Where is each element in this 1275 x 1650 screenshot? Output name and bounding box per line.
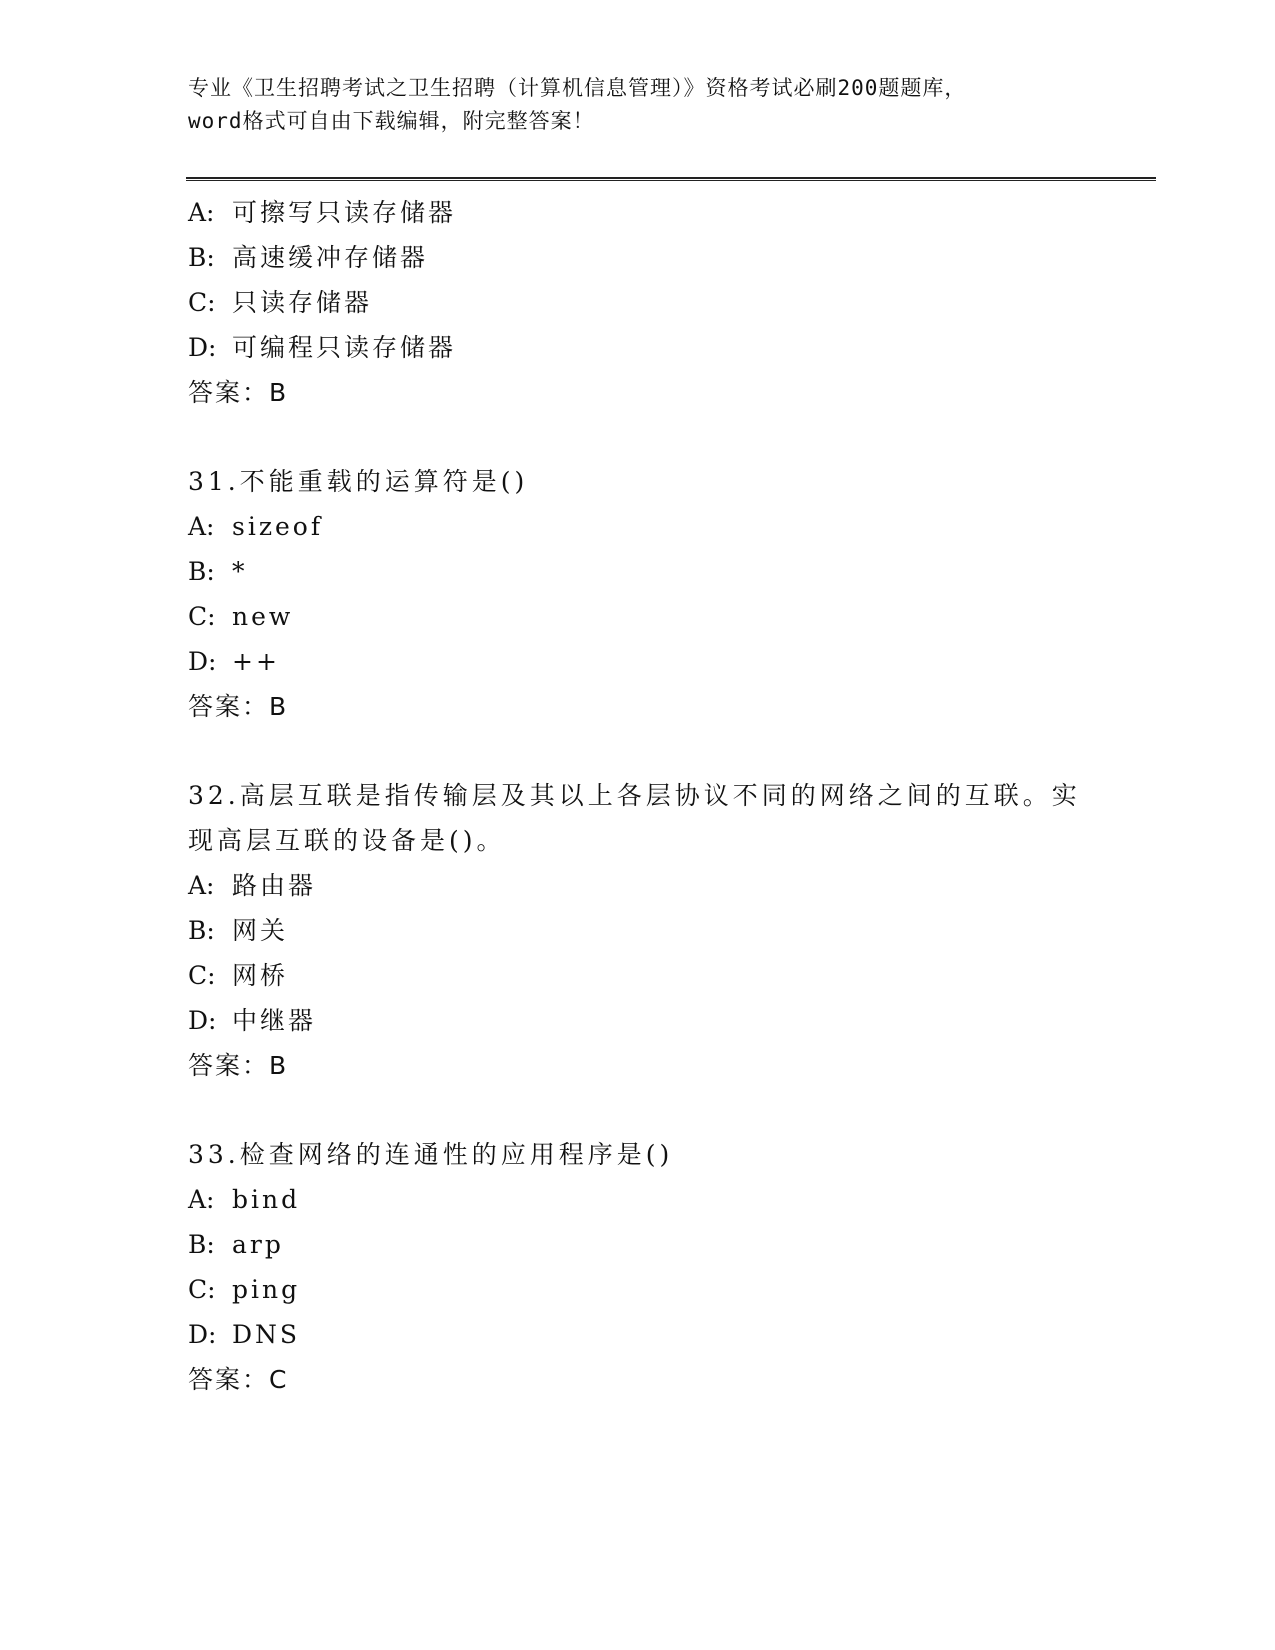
option-letter: D:	[188, 647, 217, 676]
document-header	[188, 72, 1088, 138]
header-line-2: word格式可自由下载编辑，附完整答案！	[188, 109, 595, 133]
option-a	[188, 504, 1088, 549]
option-letter: C:	[188, 1275, 216, 1304]
answer-line: 答案：C	[188, 1365, 289, 1394]
question-block-33	[188, 1132, 1088, 1402]
option-b	[188, 1222, 1088, 1267]
option-text: new	[232, 602, 294, 631]
block-spacer	[188, 729, 1088, 773]
option-b	[188, 908, 1088, 953]
option-text: ping	[232, 1275, 301, 1304]
option-letter: D:	[188, 1320, 217, 1349]
option-c	[188, 594, 1088, 639]
option-text: 只读存储器	[232, 288, 373, 317]
question-block-32	[188, 773, 1088, 1088]
question-text: 31.不能重载的运算符是()	[188, 467, 529, 496]
answer-line: 答案：B	[188, 378, 289, 407]
option-text: DNS	[232, 1320, 301, 1349]
block-spacer	[188, 1088, 1088, 1132]
option-d	[188, 1312, 1088, 1357]
option-letter: A:	[188, 198, 215, 227]
option-text: ++	[232, 647, 280, 676]
option-letter: C:	[188, 602, 216, 631]
option-b	[188, 235, 1088, 280]
option-text: 路由器	[232, 871, 317, 900]
option-d	[188, 998, 1088, 1043]
option-text: arp	[232, 1230, 284, 1259]
option-letter: D:	[188, 333, 217, 362]
option-letter: A:	[188, 512, 215, 541]
question-list	[188, 190, 1088, 1402]
option-b	[188, 549, 1088, 594]
option-letter: B:	[188, 1230, 215, 1259]
option-letter: B:	[188, 557, 215, 586]
option-letter: B:	[188, 243, 215, 272]
option-text: sizeof	[232, 512, 324, 541]
header-divider	[186, 177, 1156, 181]
option-text: 网关	[232, 916, 289, 945]
block-spacer	[188, 415, 1088, 459]
option-text: 高速缓冲存储器	[232, 243, 429, 272]
option-c	[188, 280, 1088, 325]
option-a	[188, 190, 1088, 235]
option-d	[188, 325, 1088, 370]
option-text: *	[232, 557, 248, 586]
question-block-30	[188, 190, 1088, 415]
header-line-1: 专业《卫生招聘考试之卫生招聘（计算机信息管理）》资格考试必刷200题题库，	[188, 76, 967, 100]
answer-line: 答案：B	[188, 692, 289, 721]
option-c	[188, 1267, 1088, 1312]
option-d	[188, 639, 1088, 684]
question-text: 32.高层互联是指传输层及其以上各层协议不同的网络之间的互联。实现高层互联的设备是()。	[188, 781, 1081, 855]
option-c	[188, 953, 1088, 998]
option-letter: C:	[188, 961, 216, 990]
option-text: 中继器	[232, 1006, 317, 1035]
question-text: 33.检查网络的连通性的应用程序是()	[188, 1140, 674, 1169]
option-letter: A:	[188, 871, 215, 900]
option-letter: C:	[188, 288, 216, 317]
option-a	[188, 863, 1088, 908]
option-letter: D:	[188, 1006, 217, 1035]
option-text: bind	[232, 1185, 301, 1214]
option-text: 可编程只读存储器	[232, 333, 457, 362]
option-text: 网桥	[232, 961, 289, 990]
option-letter: B:	[188, 916, 215, 945]
option-a	[188, 1177, 1088, 1222]
answer-line: 答案：B	[188, 1051, 289, 1080]
option-letter: A:	[188, 1185, 215, 1214]
option-text: 可擦写只读存储器	[232, 198, 457, 227]
question-block-31	[188, 459, 1088, 729]
